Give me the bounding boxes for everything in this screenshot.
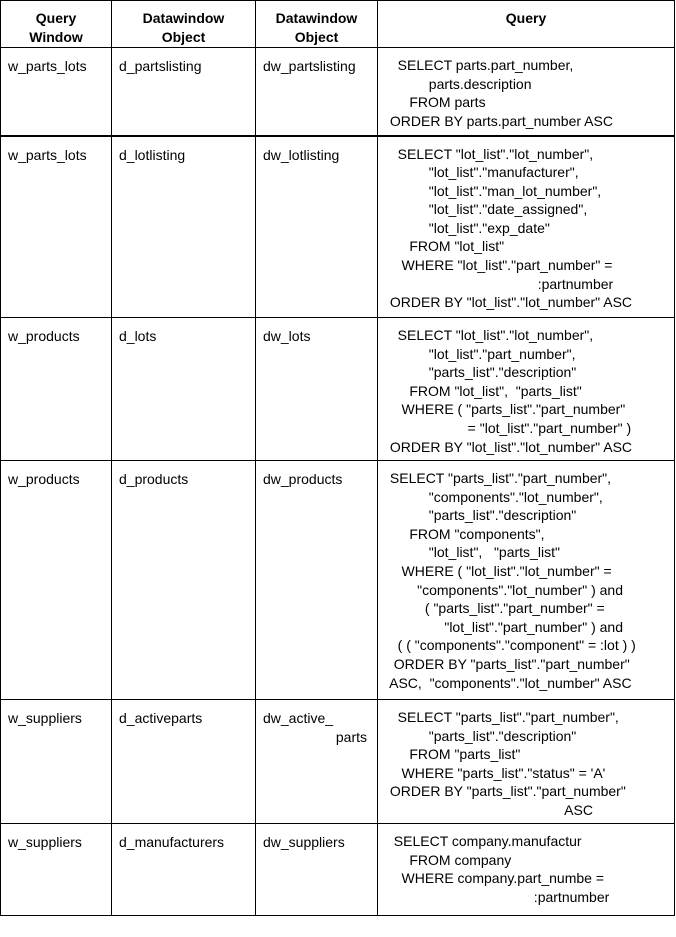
dw-control-line: parts: [335, 729, 367, 745]
dw-control-cell: [256, 824, 378, 916]
query-line: "lot_list", "parts_list": [386, 544, 560, 561]
query-line: SELECT company.manufactur: [386, 833, 582, 849]
query-line: FROM "parts_list": [386, 746, 521, 763]
query-line: SELECT "parts_list"."part_number",: [386, 470, 612, 486]
query-cell: [378, 136, 675, 318]
header-line: Query: [505, 10, 547, 26]
query-line: "parts_list"."description": [386, 507, 577, 524]
query-cell: [378, 318, 675, 461]
dw-object-cell: d_products: [112, 461, 256, 700]
dw-control-line: dw_partslisting: [263, 58, 356, 74]
header-line: Datawindow: [275, 10, 358, 26]
dw-control-cell: [256, 700, 378, 824]
query-line: WHERE ( "lot_list"."lot_number" =: [386, 562, 612, 579]
dw-control-line: dw_active_: [263, 710, 334, 726]
header-line: Window: [29, 29, 83, 45]
query-line: "components"."lot_number",: [386, 488, 603, 505]
table-row: [1, 824, 675, 916]
query-line: "lot_list"."exp_date": [386, 219, 550, 236]
query-line: FROM "lot_list", "parts_list": [386, 382, 582, 399]
dw-control-cell: [256, 136, 378, 318]
header-datawindow-control: [256, 1, 378, 48]
query-cell: [378, 824, 675, 916]
window-cell: w_products: [1, 461, 112, 700]
query-line: ASC, "components"."lot_number" ASC: [386, 674, 632, 691]
query-line: ORDER BY "lot_list"."lot_number" ASC: [386, 438, 633, 455]
query-line: ORDER BY parts.part_number ASC: [386, 112, 613, 129]
query-line: parts.description: [386, 75, 532, 92]
query-line: ASC: [386, 801, 593, 818]
table-row: [1, 461, 675, 700]
query-line: ORDER BY "parts_list"."part_number": [386, 655, 630, 672]
query-line: "parts_list"."description": [386, 727, 577, 744]
query-line: FROM parts: [386, 94, 486, 111]
window-cell: w_suppliers: [1, 824, 112, 916]
query-line: WHERE company.part_numbe =: [386, 870, 604, 887]
header-line: Query: [35, 10, 77, 26]
table-row: [1, 700, 675, 824]
dw-control-cell: [256, 318, 378, 461]
dw-control-line: dw_suppliers: [263, 834, 345, 850]
query-line: FROM "lot_list": [386, 238, 505, 255]
query-line: "components"."lot_number" ) and: [386, 581, 623, 598]
dw-object-cell: d_manufacturers: [112, 824, 256, 916]
dw-object-cell: d_lotlisting: [112, 136, 256, 318]
dw-control-cell: [256, 461, 378, 700]
query-line: ( "parts_list"."part_number" =: [386, 600, 605, 617]
dw-object-cell: d_partslisting: [112, 48, 256, 136]
query-cell: [378, 700, 675, 824]
dw-control-cell: [256, 48, 378, 136]
table-row: [1, 318, 675, 461]
dw-object-cell: d_lots: [112, 318, 256, 461]
query-line: = "lot_list"."part_number" ): [386, 419, 632, 436]
window-cell: w_products: [1, 318, 112, 461]
query-line: "lot_list"."man_lot_number",: [386, 182, 602, 199]
query-cell: [378, 461, 675, 700]
header-query: [378, 1, 675, 48]
header-line: Datawindow: [142, 10, 225, 26]
dw-control-line: dw_lots: [263, 328, 311, 344]
header-row: [1, 1, 675, 48]
table-row: [1, 136, 675, 318]
query-cell: [378, 48, 675, 136]
query-line: SELECT parts.part_number,: [386, 57, 574, 73]
query-line: ORDER BY "parts_list"."part_number": [386, 783, 626, 800]
query-line: WHERE "lot_list"."part_number" =: [386, 257, 613, 274]
query-line: ( ( "components"."component" = :lot ) ): [386, 637, 636, 654]
query-line: WHERE ( "parts_list"."part_number": [386, 401, 626, 418]
header-query-window: [1, 1, 112, 48]
window-cell: w_parts_lots: [1, 48, 112, 136]
header-line: Object: [294, 29, 339, 45]
window-cell: w_parts_lots: [1, 136, 112, 318]
query-line: SELECT "lot_list"."lot_number",: [386, 327, 594, 343]
query-line: FROM "components",: [386, 525, 545, 542]
window-cell: w_suppliers: [1, 700, 112, 824]
query-line: "lot_list"."part_number" ) and: [386, 618, 623, 635]
query-line: ORDER BY "lot_list"."lot_number" ASC: [386, 294, 633, 311]
dw-object-cell: d_activeparts: [112, 700, 256, 824]
query-line: "lot_list"."date_assigned",: [386, 201, 588, 218]
dw-control-line: dw_lotlisting: [263, 146, 340, 163]
query-line: :partnumber: [386, 888, 610, 905]
table-row: [1, 48, 675, 136]
query-line: SELECT "parts_list"."part_number",: [386, 709, 619, 725]
dw-control-line: dw_products: [263, 471, 343, 487]
header-line: Object: [161, 29, 206, 45]
query-line: FROM company: [386, 851, 512, 868]
query-line: :partnumber: [386, 275, 614, 292]
header-datawindow-object: [112, 1, 256, 48]
query-line: "parts_list"."description": [386, 364, 577, 381]
query-line: "lot_list"."manufacturer",: [386, 164, 579, 181]
query-line: WHERE "parts_list"."status" = 'A': [386, 764, 606, 781]
query-line: SELECT "lot_list"."lot_number",: [386, 145, 594, 162]
query-line: "lot_list"."part_number",: [386, 345, 576, 362]
